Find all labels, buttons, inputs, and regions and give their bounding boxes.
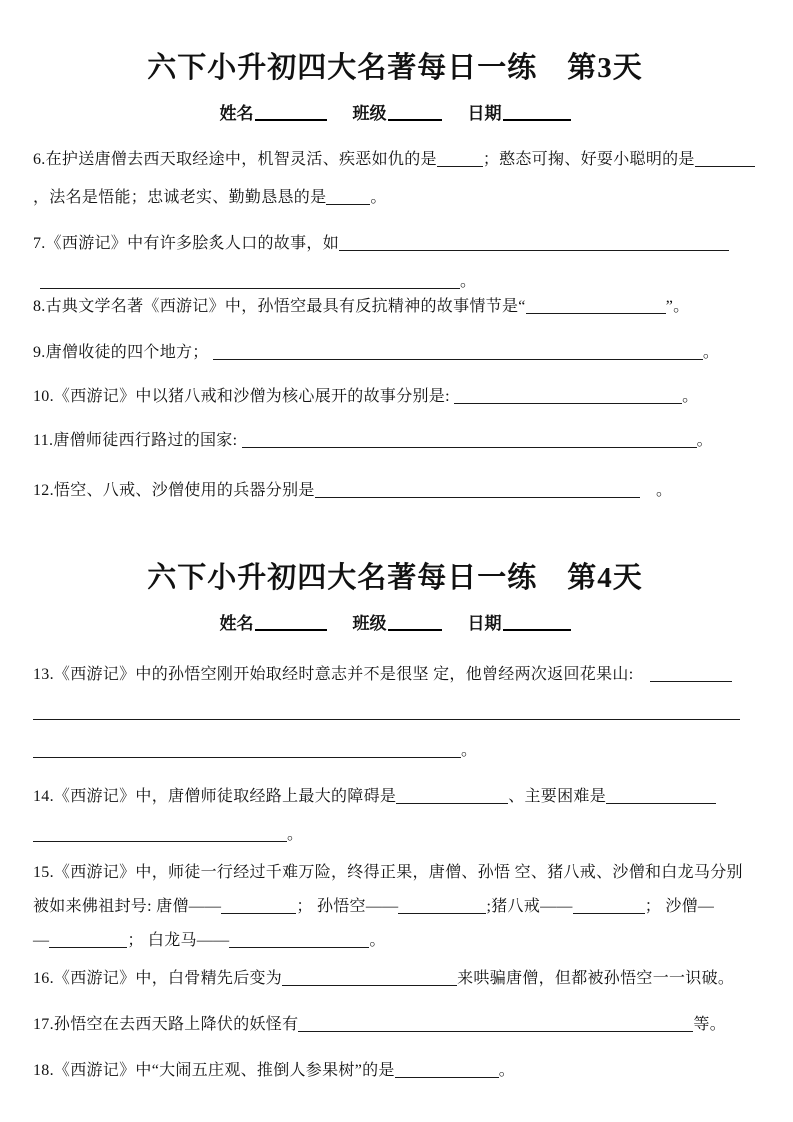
text-run: 8.古典文学名著《西游记》中，孙悟空最具有反抗精神的故事情节是“ (33, 298, 526, 315)
text-run: ；憨态可掬、好耍小聪明的是 (482, 151, 695, 168)
answer-blank (282, 967, 457, 986)
question-q16 (33, 967, 757, 990)
text-run: 。 (287, 826, 304, 843)
text-run: 6.在护送唐僧去西天取经途中，机智灵活、疾恶如仇的是 (33, 151, 437, 168)
question-list (33, 148, 757, 502)
answer-blank (526, 295, 666, 314)
q13-line2 (33, 701, 757, 724)
field-blank-name (255, 613, 327, 631)
text-run: 14.《西游记》中，唐僧师徒取经路上最大的障碍是 (33, 788, 397, 805)
q18-line1 (33, 1059, 757, 1082)
field-label-name: 姓名 (219, 104, 254, 123)
answer-blank (229, 929, 369, 948)
text-run: 9.唐僧收徒的四个地方； (33, 344, 213, 361)
field-label-date: 日期 (467, 104, 502, 123)
field-blank-date (503, 613, 571, 631)
question-q13 (33, 663, 757, 762)
answer-blank (213, 341, 703, 360)
q17-line1 (33, 1013, 757, 1036)
header-field-class (353, 102, 442, 126)
answer-blank (326, 186, 370, 205)
worksheet-title-day4: 六下小升初四大名著每日一练 第4天 (147, 562, 643, 594)
field-blank-class (388, 613, 442, 631)
q15-line3 (33, 929, 757, 952)
question-q6 (33, 148, 757, 209)
text-run: 。 (696, 432, 713, 449)
header-fields (33, 612, 757, 636)
q12-line1 (33, 479, 757, 502)
header-field-name (220, 102, 327, 126)
question-q14 (33, 785, 757, 846)
text-run: 被如来佛祖封号: 唐僧—— (33, 898, 222, 915)
q11-line1 (33, 429, 757, 452)
q6-line2 (33, 186, 757, 209)
answer-blank (695, 148, 755, 167)
answer-blank (33, 823, 287, 842)
q10-line1 (33, 385, 757, 408)
field-label-class: 班级 (352, 104, 387, 123)
text-run: 。 (682, 388, 699, 405)
q6-line1 (33, 148, 757, 171)
q15-line1 (33, 862, 757, 884)
field-label-name: 姓名 (219, 614, 254, 633)
header-field-date (468, 102, 571, 126)
header-field-name (220, 612, 327, 636)
answer-blank (573, 895, 645, 914)
question-q10 (33, 385, 757, 408)
question-q8 (33, 295, 757, 318)
field-blank-date (503, 103, 571, 121)
section-day4 (33, 558, 757, 1082)
header-field-date (468, 612, 571, 636)
answer-blank (242, 429, 697, 448)
text-run: 12.悟空、八戒、沙僧使用的兵器分别是 (33, 482, 315, 499)
question-q18 (33, 1059, 757, 1082)
text-run: 。 (461, 742, 478, 759)
q8-line1 (33, 295, 757, 318)
field-blank-name (255, 103, 327, 121)
text-run: 。 (370, 189, 387, 206)
text-run: ； 白龙马—— (127, 932, 230, 949)
text-run: 。 (498, 1062, 516, 1079)
answer-blank (339, 232, 729, 251)
text-run: 18.《西游记》中“大闹五庄观、推倒人参果树”的是 (33, 1062, 395, 1079)
text-run: ;猪八戒—— (486, 898, 573, 915)
header-fields (33, 102, 757, 126)
question-q17 (33, 1013, 757, 1036)
answer-blank (395, 1059, 499, 1078)
q7-line2 (33, 270, 757, 293)
answer-blank (298, 1013, 693, 1032)
text-run: 17.孙悟空在去西天路上降伏的妖怪有 (33, 1016, 299, 1033)
answer-blank (398, 895, 486, 914)
text-run: 11.唐僧师徒西行路过的国家: (33, 432, 242, 449)
header-field-class (353, 612, 442, 636)
text-run: 。 (639, 482, 673, 499)
section-day3 (33, 48, 757, 502)
q14-line2 (33, 823, 757, 846)
text-run: 10.《西游记》中以猪八戒和沙僧为核心展开的故事分别是: (33, 388, 455, 405)
text-run: ，法名是悟能；忠诚老实、勤勤恳恳的是 (33, 189, 327, 206)
answer-blank (315, 479, 640, 498)
answer-blank (396, 785, 508, 804)
q15-line2 (33, 895, 757, 918)
question-q11 (33, 429, 757, 452)
text-run: 等。 (693, 1016, 727, 1033)
q16-line1 (33, 967, 757, 990)
q13-line1 (33, 663, 757, 686)
text-run: 。 (460, 273, 477, 290)
text-run: ； 沙僧— (644, 898, 715, 915)
q13-line3 (33, 739, 757, 762)
text-run: 16.《西游记》中，白骨精先后变为 (33, 970, 283, 987)
answer-blank (454, 385, 682, 404)
answer-blank (33, 701, 740, 720)
text-run: 来哄骗唐僧，但都被孙悟空一一识破。 (457, 970, 735, 987)
question-list (33, 663, 757, 1082)
question-q9 (33, 341, 757, 364)
question-q12 (33, 479, 757, 502)
answer-blank (437, 148, 483, 167)
question-q15 (33, 862, 757, 952)
q7-line1 (33, 232, 757, 255)
question-q7 (33, 232, 757, 293)
worksheet-title-day3: 六下小升初四大名著每日一练 第3天 (147, 52, 643, 84)
text-run: 7.《西游记》中有许多脍炙人口的故事，如 (33, 235, 340, 252)
field-blank-class (388, 103, 442, 121)
text-run: 。 (702, 344, 720, 361)
text-run: — (33, 932, 50, 949)
text-run: ”。 (665, 298, 690, 315)
answer-blank (650, 663, 732, 682)
answer-blank (221, 895, 296, 914)
q9-line1 (33, 341, 757, 364)
answer-blank (49, 929, 127, 948)
q14-line1 (33, 785, 757, 808)
field-label-class: 班级 (352, 614, 387, 633)
answer-blank (606, 785, 716, 804)
answer-blank (33, 739, 461, 758)
text-run: 、主要困难是 (508, 788, 607, 805)
text-run: 13.《西游记》中的孙悟空刚开始取经时意志并不是很坚 定，他曾经两次返回花果山: (33, 666, 650, 683)
text-run: 。 (369, 932, 386, 949)
answer-blank (40, 270, 460, 289)
field-label-date: 日期 (467, 614, 502, 633)
text-run: 15.《西游记》中，师徒一行经过千难万险，终得正果，唐僧、孙悟 空、猪八戒、沙僧和白龙马分别 (33, 864, 743, 881)
text-run: ； 孙悟空—— (296, 898, 399, 915)
